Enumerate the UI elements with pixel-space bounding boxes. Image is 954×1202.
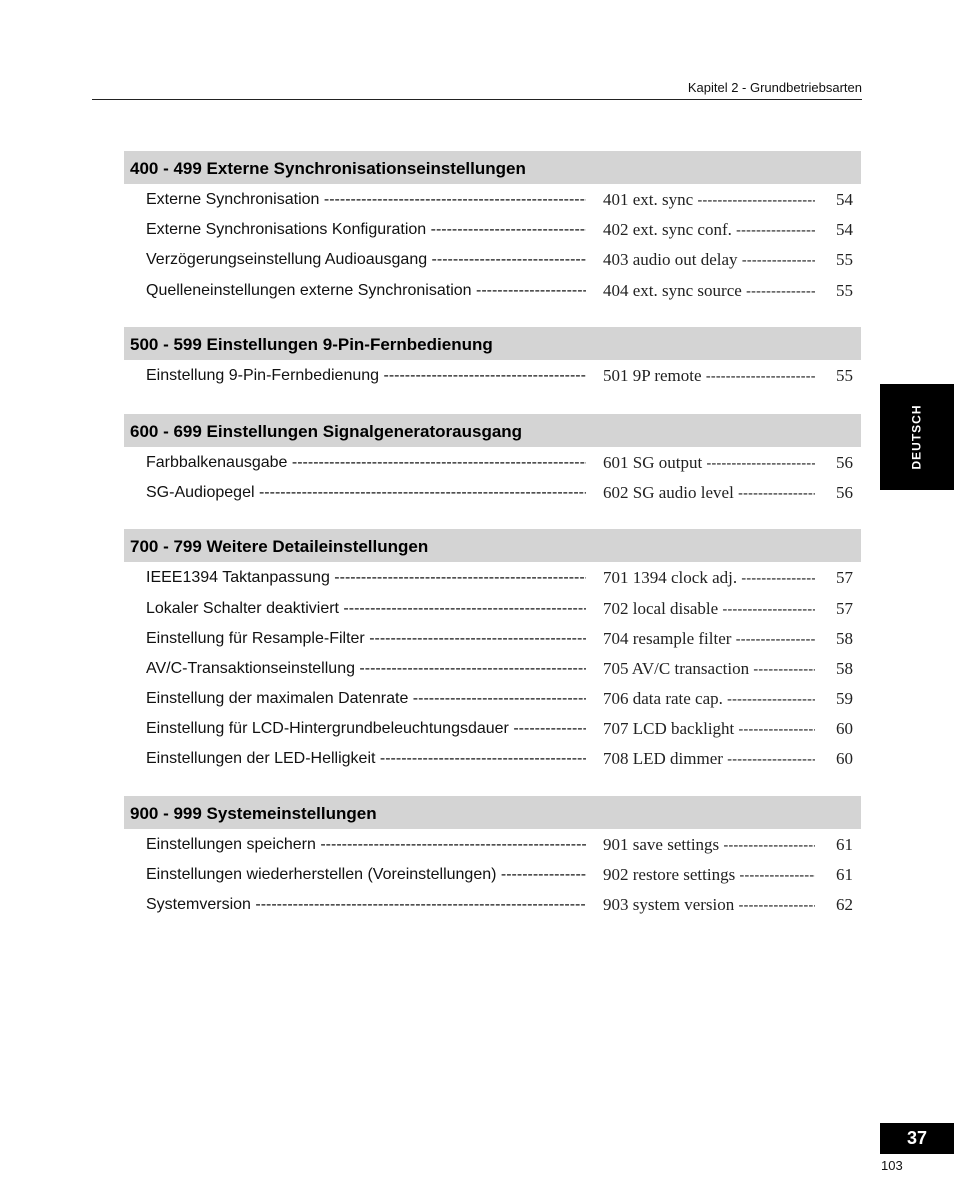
settings-section xyxy=(124,414,861,509)
entry-page: 55 xyxy=(836,365,853,385)
entry-code: 403 audio out delay ----- xyxy=(603,250,815,270)
index-entry xyxy=(124,745,861,775)
entry-page: 59 xyxy=(836,689,853,709)
entry-list xyxy=(124,184,861,307)
settings-section xyxy=(124,529,861,775)
entry-page: 57 xyxy=(836,598,853,618)
entry-label: Einstellung für Resample-Filter ----- xyxy=(146,630,586,648)
entry-label: Einstellungen der LED-Helligkeit ----- xyxy=(146,750,586,768)
language-tab xyxy=(880,384,954,490)
entry-label: Lokaler Schalter deaktiviert ----- xyxy=(146,600,586,618)
entry-page: 56 xyxy=(836,483,853,503)
section-heading: 500 - 599 Einstellungen 9-Pin-Fernbedienung xyxy=(124,327,861,360)
entry-page: 61 xyxy=(836,864,853,884)
entry-code: 401 ext. sync ----- xyxy=(603,190,815,210)
entry-code: 901 save settings ----- xyxy=(603,835,815,855)
entry-label: SG-Audiopegel ----- xyxy=(146,484,586,502)
entry-code: 501 9P remote ----- xyxy=(603,366,815,386)
entry-label: Farbbalkenausgabe ----- xyxy=(146,454,586,472)
entry-page: 55 xyxy=(836,250,853,270)
entry-code: 404 ext. sync source ----- xyxy=(603,281,815,301)
entry-code: 601 SG output ----- xyxy=(603,453,815,473)
page-subnumber: 103 xyxy=(881,1158,903,1173)
section-heading: 900 - 999 Systemeinstellungen xyxy=(124,796,861,829)
index-entry xyxy=(124,479,861,509)
index-entry xyxy=(124,564,861,594)
entry-code: 602 SG audio level ----- xyxy=(603,483,815,503)
entry-code: 706 data rate cap. ----- xyxy=(603,689,815,709)
index-entry xyxy=(124,861,861,891)
entry-page: 54 xyxy=(836,220,853,240)
entry-page: 54 xyxy=(836,190,853,209)
entry-code: 704 resample filter ----- xyxy=(603,629,815,649)
settings-index xyxy=(124,151,861,941)
entry-label: IEEE1394 Taktanpassung ----- xyxy=(146,569,586,587)
entry-label: Externe Synchronisation ----- xyxy=(146,191,586,209)
page-number: 37 xyxy=(880,1123,954,1154)
entry-code: 903 system version ----- xyxy=(603,895,815,915)
entry-page: 56 xyxy=(836,452,853,472)
section-heading: 700 - 799 Weitere Detaileinstellungen xyxy=(124,529,861,562)
entry-label: Einstellung 9-Pin-Fernbedienung ----- xyxy=(146,367,586,385)
entry-label: Einstellung für LCD-Hintergrundbeleuchtungsdauer ----- xyxy=(146,720,586,738)
entry-list xyxy=(124,829,861,922)
entry-label: Externe Synchronisations Konfiguration ----- xyxy=(146,221,586,239)
entry-page: 58 xyxy=(836,658,853,678)
entry-label: Quelleneinstellungen externe Synchronisation ----- xyxy=(146,282,586,300)
index-entry xyxy=(124,186,861,216)
settings-section xyxy=(124,796,861,922)
entry-code: 402 ext. sync conf. ----- xyxy=(603,220,815,240)
section-heading: 400 - 499 Externe Synchronisationseinstellungen xyxy=(124,151,861,184)
entry-label: Einstellungen wiederherstellen (Voreinstellungen) ----- xyxy=(146,866,586,884)
running-header: Kapitel 2 - Grundbetriebsarten xyxy=(687,80,862,95)
index-entry xyxy=(124,449,861,479)
entry-label: AV/C-Transaktionseinstellung ----- xyxy=(146,660,586,678)
index-entry xyxy=(124,246,861,276)
index-entry xyxy=(124,685,861,715)
entry-code: 708 LED dimmer ----- xyxy=(603,749,815,769)
index-entry xyxy=(124,891,861,921)
header-rule xyxy=(92,99,862,100)
index-entry xyxy=(124,277,861,307)
entry-code: 705 AV/C transaction ----- xyxy=(603,659,815,679)
entry-list xyxy=(124,360,861,392)
entry-page: 60 xyxy=(836,749,853,769)
entry-page: 60 xyxy=(836,719,853,739)
index-entry xyxy=(124,595,861,625)
section-heading: 600 - 699 Einstellungen Signalgeneratorausgang xyxy=(124,414,861,447)
index-entry xyxy=(124,715,861,745)
entry-label: Verzögerungseinstellung Audioausgang ----- xyxy=(146,251,586,269)
index-entry xyxy=(124,362,861,392)
index-entry xyxy=(124,216,861,246)
settings-section xyxy=(124,151,861,307)
entry-page: 62 xyxy=(836,895,853,914)
entry-page: 55 xyxy=(836,280,853,300)
entry-label: Systemversion ----- xyxy=(146,896,586,914)
index-entry xyxy=(124,625,861,655)
entry-code: 707 LCD backlight ----- xyxy=(603,719,815,739)
entry-code: 701 1394 clock adj. ----- xyxy=(603,568,815,588)
entry-page: 57 xyxy=(836,568,853,588)
entry-page: 58 xyxy=(836,628,853,648)
entry-label: Einstellungen speichern ----- xyxy=(146,836,586,854)
entry-label: Einstellung der maximalen Datenrate ----- xyxy=(146,690,586,708)
entry-page: 61 xyxy=(836,834,853,854)
entry-code: 702 local disable ----- xyxy=(603,599,815,619)
index-entry xyxy=(124,831,861,861)
entry-list xyxy=(124,447,861,509)
entry-list xyxy=(124,562,861,775)
index-entry xyxy=(124,655,861,685)
entry-code: 902 restore settings ----- xyxy=(603,865,815,885)
language-tab-label: DEUTSCH xyxy=(909,404,924,470)
settings-section xyxy=(124,327,861,392)
